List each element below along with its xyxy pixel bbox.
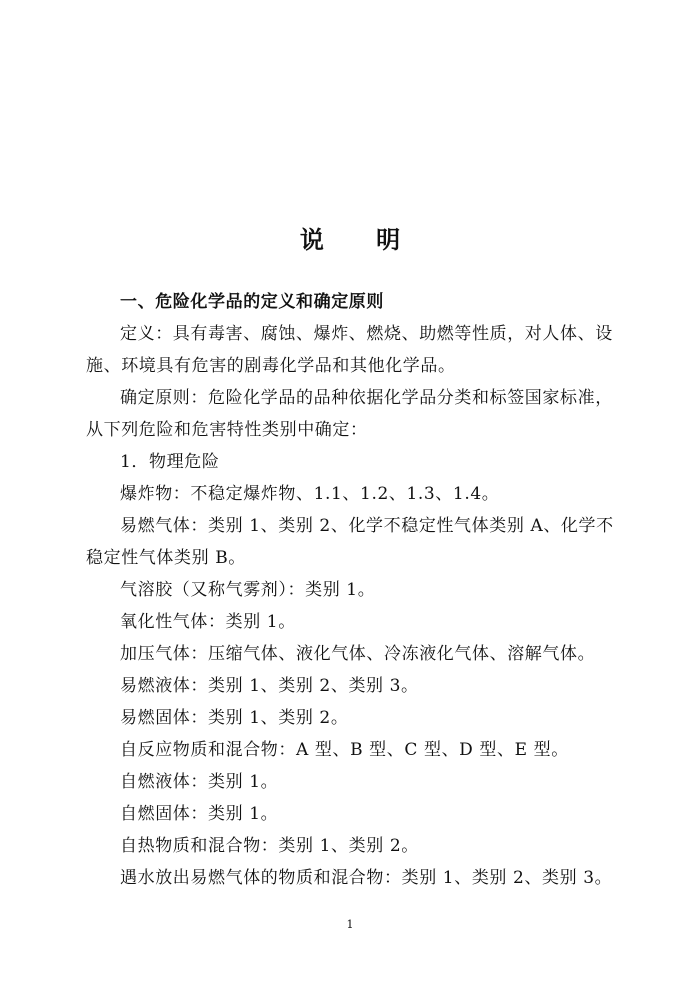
section-heading: 一、危险化学品的定义和确定原则 <box>120 292 384 312</box>
paragraph-flammable-solids: 易燃固体：类别 1、类别 2。 <box>120 708 349 728</box>
paragraph-flammable-liquids: 易燃液体：类别 1、类别 2、类别 3。 <box>120 676 419 696</box>
page-number: 1 <box>346 918 354 931</box>
paragraph-aerosols: 气溶胶（又称气雾剂）：类别 1。 <box>120 580 376 600</box>
paragraph-flammable-gases: 易燃气体：类别 1、类别 2、化学不稳定性气体类别 A、化学不稳定性气体类别 B。 <box>86 516 614 568</box>
paragraph-physical-hazard-heading: 1．物理危险 <box>120 452 220 472</box>
paragraph-principle: 确定原则：危险化学品的品种依据化学品分类和标签国家标准，从下列危险和危害特性类别中确定： <box>86 388 613 440</box>
paragraph-definition: 定义：具有毒害、腐蚀、爆炸、燃烧、助燃等性质，对人体、设施、环境具有危害的剧毒化学品和其他化学品。 <box>86 324 613 376</box>
document-body <box>86 286 620 894</box>
paragraph-oxidizing-gases: 氧化性气体：类别 1。 <box>120 612 296 632</box>
paragraph-explosives: 爆炸物：不稳定爆炸物、1.1、1.2、1.3、1.4。 <box>120 484 500 504</box>
paragraph-pyrophoric-liquids: 自燃液体：类别 1。 <box>120 772 279 792</box>
paragraph-self-reactive: 自反应物质和混合物：A 型、B 型、C 型、D 型、E 型。 <box>120 740 569 760</box>
paragraph-self-heating: 自热物质和混合物：类别 1、类别 2。 <box>120 836 419 856</box>
paragraph-water-reactive: 遇水放出易燃气体的物质和混合物：类别 1、类别 2、类别 3。 <box>120 868 613 888</box>
paragraph-pyrophoric-solids: 自燃固体：类别 1。 <box>120 804 279 824</box>
document-title: 说 明 <box>299 226 423 254</box>
paragraph-pressurized-gases: 加压气体：压缩气体、液化气体、冷冻液化气体、溶解气体。 <box>120 644 596 664</box>
